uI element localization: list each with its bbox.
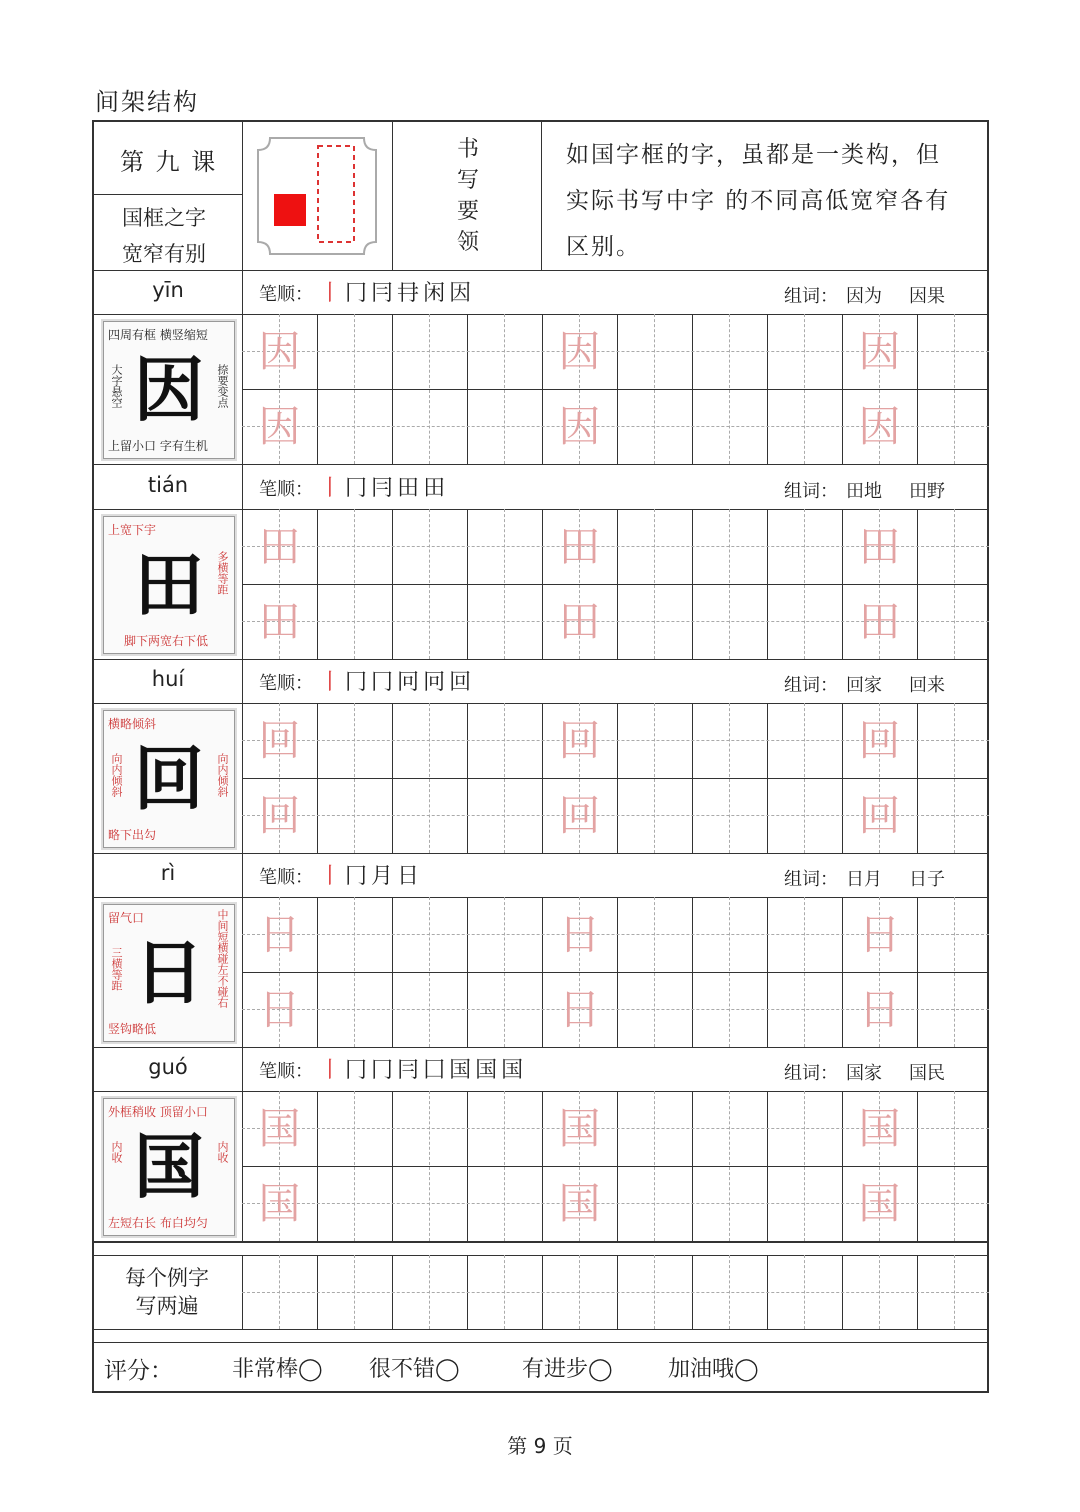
illustration-note: 向内倾斜 (216, 753, 229, 797)
score-option-cheer[interactable] (668, 1352, 759, 1383)
pinyin: rì (160, 861, 176, 885)
words-label: 组词： (784, 481, 838, 502)
tips-text (566, 132, 981, 270)
trace-character[interactable]: 因 (558, 327, 601, 376)
worksheet-frame (92, 120, 989, 1393)
stroke-step: 丨 (319, 1058, 346, 1083)
stroke-step: 丨 (319, 670, 346, 695)
stroke-order-label: 笔顺： (259, 1061, 313, 1082)
illustration-note: 中间短横碰左不碰右 (216, 909, 229, 1008)
frame-structure-icon (252, 132, 382, 260)
stroke-order-label: 笔顺： (259, 479, 313, 500)
stroke-step: 丨 (319, 864, 346, 889)
character-illustration (103, 321, 235, 459)
trace-character[interactable]: 田 (858, 597, 901, 646)
trace-character[interactable]: 因 (858, 402, 901, 451)
words-label: 组词： (784, 286, 838, 307)
section-title: 间架结构 (95, 88, 199, 116)
circle-icon: ◯ (298, 1357, 323, 1382)
stroke-step: 冂 (345, 281, 372, 306)
stroke-step: 冂 (345, 864, 372, 889)
score-option-progress[interactable] (522, 1352, 613, 1383)
tips-text-line: 实际书写中字 的不同高低宽窄各有 (566, 188, 951, 214)
tips-text-line: 如国字框的字，虽都是一类构，但 (566, 142, 941, 168)
trace-character[interactable]: 日 (858, 985, 901, 1034)
trace-character[interactable]: 日 (258, 985, 301, 1034)
stroke-order-label: 笔顺： (259, 867, 313, 888)
stroke-order-sequence (319, 859, 423, 890)
word-2: 国民 (909, 1063, 945, 1084)
trace-character[interactable]: 日 (558, 910, 601, 959)
circle-icon: ◯ (435, 1357, 460, 1382)
stroke-order-sequence (319, 276, 475, 307)
stroke-step: 冂 (371, 670, 398, 695)
trace-character[interactable]: 国 (558, 1179, 601, 1228)
stroke-step: 冂 (371, 1058, 398, 1083)
illustration-note: 三横等距 (110, 947, 123, 991)
trace-character[interactable]: 回 (558, 791, 601, 840)
trace-character[interactable]: 国 (858, 1179, 901, 1228)
trace-character[interactable]: 回 (258, 791, 301, 840)
trace-character[interactable]: 回 (858, 791, 901, 840)
score-option-great[interactable] (232, 1352, 323, 1383)
scoring-row (104, 1352, 173, 1385)
lesson-topic-2: 宽窄有别 (122, 242, 206, 266)
illustration-note: 竖钩略低 (108, 1022, 157, 1036)
circle-icon: ◯ (588, 1357, 613, 1382)
stroke-step: 国 (449, 1058, 476, 1083)
stroke-order-sequence (319, 665, 475, 696)
stroke-order-sequence (319, 471, 449, 502)
character-illustration (103, 710, 235, 848)
trace-character[interactable]: 田 (258, 522, 301, 571)
stroke-order-label: 笔顺： (259, 673, 313, 694)
stroke-step: 日 (397, 864, 424, 889)
trace-character[interactable]: 田 (558, 522, 601, 571)
stroke-step: 冋 (423, 670, 450, 695)
scoring-label: 评分： (104, 1358, 173, 1384)
score-option-label: 加油哦 (668, 1357, 735, 1382)
illustration-character: 因 (134, 349, 204, 431)
pinyin: guó (148, 1055, 188, 1079)
stroke-step: 因 (449, 281, 476, 306)
trace-character[interactable]: 日 (558, 985, 601, 1034)
practice-label (112, 1264, 222, 1320)
illustration-note: 左短右长 布白均匀 (108, 1216, 208, 1230)
stroke-step: 冂 (345, 476, 372, 501)
trace-character[interactable]: 国 (558, 1104, 601, 1153)
stroke-step: 回 (449, 670, 476, 695)
stroke-step: 冃 (397, 1058, 424, 1083)
practice-label-line: 写两遍 (135, 1294, 199, 1318)
trace-character[interactable]: 日 (258, 910, 301, 959)
lesson-number: 第 九 课 (120, 148, 218, 176)
trace-character[interactable]: 国 (858, 1104, 901, 1153)
illustration-note: 内收 (110, 1141, 123, 1163)
words-label: 组词： (784, 869, 838, 890)
stroke-step: 冂 (345, 1058, 372, 1083)
illustration-note: 上宽下宇 (108, 523, 157, 537)
stroke-order-label: 笔顺： (259, 284, 313, 305)
character-illustration (103, 904, 235, 1042)
illustration-note: 四周有框 横竖缩短 (108, 328, 208, 342)
illustration-note: 上留小口 字有生机 (108, 439, 208, 453)
word-1: 回家 (846, 675, 882, 696)
stroke-step: 冂 (345, 670, 372, 695)
trace-character[interactable]: 田 (558, 597, 601, 646)
illustration-note: 横略倾斜 (108, 717, 157, 731)
trace-character[interactable]: 田 (258, 597, 301, 646)
lesson-topic-1: 国框之字 (122, 206, 206, 230)
illustration-note: 内收 (216, 1141, 229, 1163)
illustration-note: 外框稍收 顶留小口 (108, 1105, 208, 1119)
pinyin: yīn (152, 278, 184, 302)
stroke-step: 田 (423, 476, 450, 501)
trace-character[interactable]: 回 (258, 716, 301, 765)
stroke-step: 丨 (319, 476, 346, 501)
word-1: 国家 (846, 1063, 882, 1084)
trace-character[interactable]: 回 (558, 716, 601, 765)
circle-icon: ◯ (734, 1357, 759, 1382)
stroke-step: 国 (501, 1058, 528, 1083)
word-2: 日子 (909, 869, 945, 890)
stroke-step: 冃 (371, 281, 398, 306)
illustration-note: 大字悬空 (110, 364, 123, 408)
tips-label-char: 书 (456, 137, 479, 162)
page-number: 第 9 页 (507, 1434, 573, 1458)
practice-label-line: 每个例字 (125, 1266, 209, 1290)
pinyin: huí (151, 667, 185, 691)
stroke-step: 冋 (397, 670, 424, 695)
character-illustration (103, 516, 235, 654)
character-illustration (103, 1098, 235, 1236)
word-2: 田野 (909, 481, 945, 502)
illustration-note: 留气口 (108, 911, 145, 925)
score-option-good[interactable] (369, 1352, 460, 1383)
word-1: 因为 (846, 286, 882, 307)
tips-text-line: 区别。 (566, 234, 641, 260)
trace-character[interactable]: 国 (258, 1104, 301, 1153)
illustration-character: 国 (134, 1126, 204, 1208)
trace-character[interactable]: 因 (858, 327, 901, 376)
stroke-step: 月 (371, 864, 398, 889)
score-option-label: 很不错 (369, 1357, 436, 1382)
trace-character[interactable]: 因 (258, 402, 301, 451)
stroke-step: 囗 (423, 1058, 450, 1083)
stroke-step: 冄 (397, 281, 424, 306)
tips-label-char: 写 (456, 168, 479, 193)
illustration-note: 向内倾斜 (110, 753, 123, 797)
stroke-step: 闲 (423, 281, 450, 306)
score-option-label: 非常棒 (232, 1357, 299, 1382)
stroke-order-sequence (319, 1053, 527, 1084)
pinyin: tián (147, 473, 189, 497)
illustration-character: 回 (134, 738, 204, 820)
score-option-label: 有进步 (522, 1357, 589, 1382)
word-2: 因果 (909, 286, 945, 307)
illustration-note: 脚下两宽右下低 (124, 634, 209, 648)
word-1: 日月 (846, 869, 882, 890)
word-1: 田地 (846, 481, 882, 502)
stroke-step: 国 (475, 1058, 502, 1083)
trace-character[interactable]: 国 (258, 1179, 301, 1228)
stroke-step: 田 (397, 476, 424, 501)
trace-character[interactable]: 因 (258, 327, 301, 376)
trace-character[interactable]: 田 (858, 522, 901, 571)
words-label: 组词： (784, 675, 838, 696)
stroke-step: 冃 (371, 476, 398, 501)
illustration-note: 略下出勾 (108, 828, 157, 842)
tips-label-char: 要 (456, 199, 479, 224)
word-2: 回来 (909, 675, 945, 696)
tips-label (456, 134, 480, 258)
trace-character[interactable]: 日 (858, 910, 901, 959)
trace-character[interactable]: 回 (858, 716, 901, 765)
illustration-character: 田 (134, 544, 204, 626)
illustration-note: 多横等距 (216, 551, 229, 595)
tips-label-char: 领 (456, 230, 479, 255)
illustration-character: 日 (134, 932, 204, 1014)
trace-character[interactable]: 因 (558, 402, 601, 451)
illustration-note: 捺要变点 (216, 364, 229, 408)
stroke-step: 丨 (319, 281, 346, 306)
words-label: 组词： (784, 1063, 838, 1084)
